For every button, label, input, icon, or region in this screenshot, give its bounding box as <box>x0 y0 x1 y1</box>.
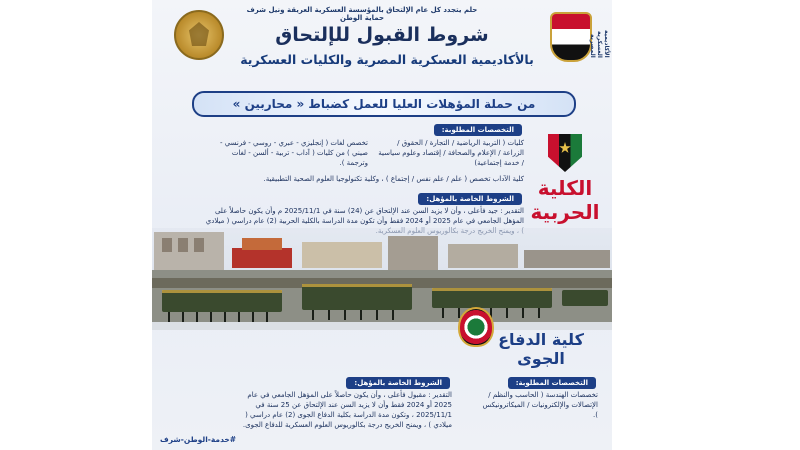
emblem-caption: الأكاديمية العسكرية المصرية <box>589 30 610 58</box>
top-slogan: حلم يتجدد كل عام الإلتحاق بالمؤسسة العسكرية العريقة ونيل شرف حماية الوطن <box>246 6 478 22</box>
war-college-name <box>530 176 600 224</box>
military-academy-seal-icon <box>174 10 224 60</box>
admission-poster <box>152 0 612 450</box>
war-college-name-line1: الكلية <box>537 176 593 200</box>
air-conditions-tag: الشروط الخاصة بالمؤهل: <box>346 377 450 389</box>
war-specialties-right: كليات ( التربية الرياضية / التجارة / الحقوق / الزراعة / الإعلام والصحافة / إقتصاد وعلوم سياسية / خدمة إجتماعية) <box>378 139 524 167</box>
war-specialties-note: كلية الآداب تخصص ( علم / علم نفس / إجتماع ) ، وكلية تكنولوجيا العلوم الصحية التطبيقية. <box>263 175 524 183</box>
war-specialties-left: تخصص لغات ( إنجليزي - عبري - روسي - فرنسي - صيني ) من كليات ( آداب - تربية - ألسن - لغات وترجمة ). <box>220 139 368 167</box>
air-defense-college-name: كلية الدفاع الجوى <box>498 330 584 368</box>
air-conditions-text: التقدير : مقبول فأعلى ، وأن يكون حاصلاً على المؤهل الجامعي في عام 2025 أو 2024 فقط وأن لا يزيد السن عند الإلتحاق عن 25 سنة في 2025/11/1 ، وتكون مدة الدراسة بكلية الدفاع الجوى (2) عام دراسي ( ميلادي ) ، ويمنح الخريج درجة بكالوريوس العلوم العسكرية للدفاع الجوى. <box>242 391 452 429</box>
egypt-flag-emblem-icon <box>550 12 592 62</box>
parade-photo <box>152 228 612 330</box>
war-college-emblem-icon <box>542 134 588 174</box>
page-title: شروط القبول للإلتحاق <box>275 24 489 46</box>
air-specialties-tag: التخصصات المطلوبة: <box>508 377 596 389</box>
footer-hashtag: #خدمة-الوطن-شرف <box>160 435 237 444</box>
page-subtitle: بالأكاديمية العسكرية المصرية والكليات العسكرية <box>240 52 534 67</box>
air-specialties-text: تخصصات الهندسة ( الحاسب والنظم / الإتصالات والإلكترونيات / الميكاترونيكس ). <box>482 391 598 419</box>
war-conditions-text: التقدير : جيد فأعلى ، وأن لا يزيد السن عند الإلتحاق عن (24) سنة في 2025/11/1 م وأن يكون حاصلاً على المؤهل الجامعي في عام 2025 أو 2024 فقط وأن تكون مدة الدراسة بالكلية الحربية (2) عام دراسي ( ميلادي <box>205 207 524 225</box>
war-specialties-tag: التخصصات المطلوبة: <box>434 124 522 136</box>
war-college-name-line2: الحربية <box>530 200 600 224</box>
officers-banner: من حملة المؤهلات العليا للعمل كضباط « محاربين » <box>192 91 576 117</box>
war-conditions-tag: الشروط الخاصة بالمؤهل: <box>418 193 522 205</box>
